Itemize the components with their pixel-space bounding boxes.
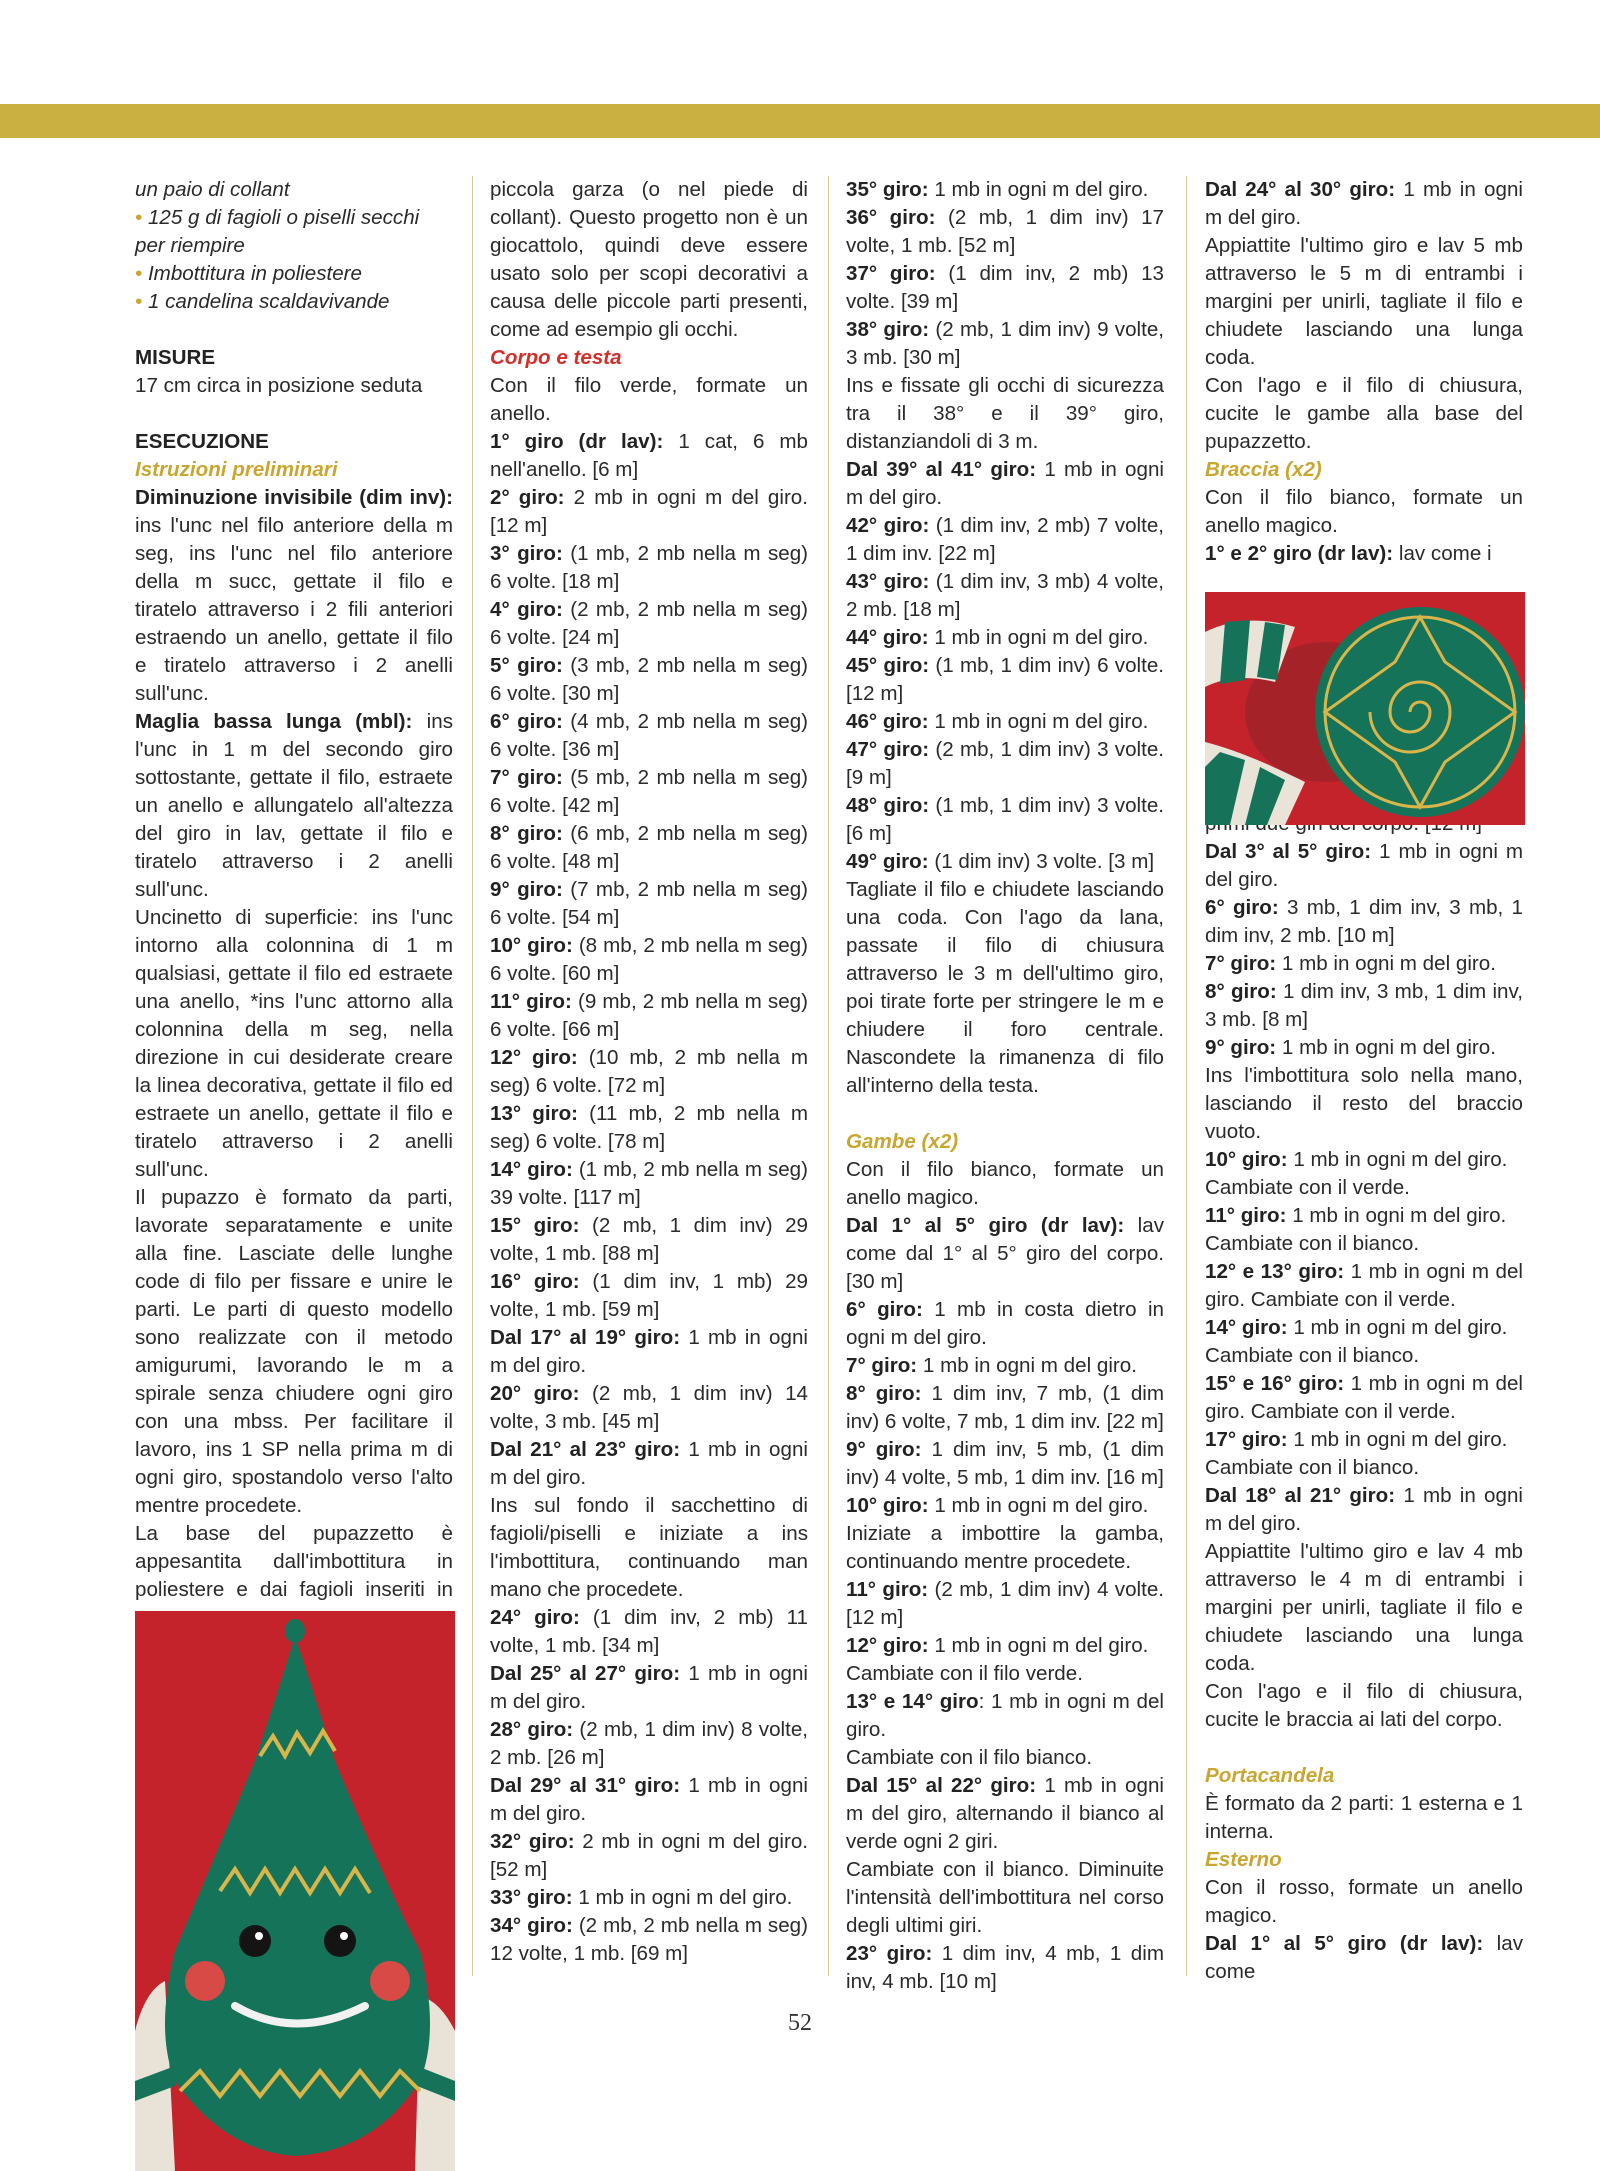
instruction-row	[846, 1380, 1164, 1436]
row-text: (2 mb, 1 dim inv) 9 volte, 3 mb. [30 m]	[846, 318, 1164, 369]
paragraph: Cambiate con il bianco.	[1205, 1344, 1420, 1367]
row-text: 1 mb in ogni m del giro.	[928, 1494, 1149, 1517]
row-text: 1 mb in ogni m del giro.	[490, 1326, 808, 1377]
instruction-row	[490, 988, 808, 1044]
row-label: 9° giro:	[490, 878, 563, 901]
row-label: 47° giro:	[846, 738, 930, 761]
row-text: 1 mb in ogni m del giro.	[917, 1354, 1137, 1377]
instruction-row	[490, 540, 808, 596]
row-text: ins l'unc nel filo anteriore della m seg, ins l'unc nel filo anteriore della m succ, gettate il filo e tiratelo attraverso i 2 fili anteriori estraendo un anello, gettate il filo e tiratelo attraverso i 2 anelli sull'unc.	[135, 514, 453, 705]
material-list-item	[135, 204, 453, 260]
row-label: Dal 3° al 5° giro:	[1205, 840, 1372, 863]
row-label: 12° giro:	[846, 1634, 929, 1657]
row-label: Dal 1° al 5° giro (dr lav):	[846, 1214, 1125, 1237]
row-label: 37° giro:	[846, 262, 936, 285]
paragraph: Con l'ago e il filo di chiusura, cucite le gambe alla base del pupazzetto.	[1205, 374, 1523, 453]
row-text: (2 mb, 2 mb nella m seg) 6 volte. [24 m]	[490, 598, 808, 649]
column-3	[846, 176, 1164, 1996]
instruction-row	[1205, 1202, 1523, 1230]
candle-holder-photo	[1205, 592, 1525, 825]
row-label: 9° giro:	[846, 1438, 922, 1461]
column-divider	[472, 176, 473, 1976]
material-text: 125 g di fagioli o piselli secchi per riempire	[135, 206, 420, 257]
instruction-row	[490, 1716, 808, 1772]
bullet-icon: •	[135, 206, 148, 229]
material-text: Imbottitura in poliestere	[147, 262, 362, 285]
row-text: 1 dim inv, 4 mb, 1 dim inv, 4 mb. [10 m]	[846, 1942, 1164, 1993]
row-label: 44° giro:	[846, 626, 929, 649]
column-1	[135, 176, 453, 1632]
instruction-row	[490, 1884, 808, 1912]
column-4-bottom	[1205, 810, 1523, 1986]
page-number: 52	[788, 2010, 812, 2036]
row-label: 33° giro:	[490, 1886, 573, 1909]
subsection-heading: Portacandela	[1205, 1764, 1335, 1787]
row-label: 3° giro:	[490, 542, 563, 565]
row-label: 28° giro:	[490, 1718, 574, 1741]
instruction-row	[490, 1100, 808, 1156]
row-text: (4 mb, 2 mb nella m seg) 6 volte. [36 m]	[490, 710, 808, 761]
row-text: 1 dim inv, 5 mb, (1 dim inv) 4 volte, 5 mb, 1 dim inv. [16 m]	[846, 1438, 1165, 1489]
row-label: Dal 15° al 22° giro:	[846, 1774, 1037, 1797]
row-label: 8° giro:	[490, 822, 563, 845]
row-label: Dal 18° al 21° giro:	[1205, 1484, 1396, 1507]
instruction-row	[490, 1268, 808, 1324]
instruction-row	[846, 456, 1164, 512]
instruction-row	[490, 1156, 808, 1212]
row-text: 1 mb in ogni m del giro.	[1287, 1428, 1508, 1451]
row-text: (2 mb, 1 dim inv) 14 volte, 3 mb. [45 m]	[490, 1382, 808, 1433]
row-label: 34° giro:	[490, 1914, 573, 1937]
row-text: lav come dal 1° al 5° giro del corpo. [30 m]	[846, 1214, 1164, 1293]
instruction-row	[490, 652, 808, 708]
row-label: 11° giro:	[490, 990, 572, 1013]
paragraph: Con il filo bianco, formate un anello magico.	[1205, 486, 1523, 537]
spacer	[135, 400, 453, 428]
row-text: 1 mb in ogni m del giro. Cambiate con il verde.	[1205, 1372, 1523, 1423]
instruction-row	[846, 792, 1164, 848]
instruction-row	[1205, 1930, 1523, 1986]
instruction-row	[846, 1212, 1164, 1296]
instruction-row	[1205, 1034, 1523, 1062]
row-label: 10° giro:	[846, 1494, 929, 1517]
instruction-row	[846, 1632, 1164, 1660]
row-text: (7 mb, 2 mb nella m seg) 6 volte. [54 m]	[490, 878, 808, 929]
row-label: 10° giro:	[1205, 1148, 1288, 1171]
subsection-heading: Gambe (x2)	[846, 1130, 959, 1153]
instruction-row	[1205, 950, 1523, 978]
instruction-row	[490, 596, 808, 652]
instruction-row	[846, 1436, 1164, 1492]
column-4	[1205, 176, 1523, 1986]
row-text: : 1 mb in ogni m del giro.	[846, 1690, 1164, 1741]
instruction-row	[490, 932, 808, 988]
row-label: 35° giro:	[846, 178, 929, 201]
spacer	[846, 1100, 1164, 1128]
instruction-row	[490, 1912, 808, 1968]
row-label: 10° giro:	[490, 934, 573, 957]
row-label: 36° giro:	[846, 206, 936, 229]
row-label: 16° giro:	[490, 1270, 580, 1293]
paragraph: Appiattite l'ultimo giro e lav 5 mb attraverso le 5 m di entrambi i margini per unirli, tagliate il filo e chiudete lasciando una lunga coda.	[1205, 234, 1523, 369]
row-label: 17° giro:	[1205, 1428, 1288, 1451]
row-text: 1 mb in ogni m del giro.	[572, 1886, 793, 1909]
section-heading: ESECUZIONE	[135, 430, 269, 453]
row-text: 1 mb in ogni m del giro.	[1276, 952, 1496, 975]
row-text: (1 dim inv, 2 mb) 13 volte. [39 m]	[846, 262, 1164, 313]
row-label: 15° giro:	[490, 1214, 580, 1237]
row-label: 13° e 14° giro	[846, 1690, 979, 1713]
row-label: 23° giro:	[846, 1942, 933, 1965]
row-text: 1 mb in costa dietro in ogni m del giro.	[846, 1298, 1164, 1349]
row-text: (1 dim inv, 2 mb) 7 volte, 1 dim inv. [22 m]	[846, 514, 1164, 565]
instruction-row	[490, 428, 808, 484]
paragraph: Il pupazzo è formato da parti, lavorate separatamente e unite alla fine. Lasciate delle lunghe code di filo per fissare e unire le parti. Le parti di questo modello sono realizzate con il metodo amigurumi, lavorando le m a spirale senza chiudere ogni giro con una mbss. Per facilitare il lavoro, ins 1 SP nella prima m di ogni giro, spostandolo verso l'alto mentre procedete.	[135, 1186, 453, 1517]
row-label: 8° giro:	[846, 1382, 922, 1405]
paragraph: Cambiate con il filo bianco.	[846, 1746, 1093, 1769]
spacer	[135, 316, 453, 344]
row-label: 13° giro:	[490, 1102, 579, 1125]
paragraph: Cambiate con il bianco.	[1205, 1232, 1420, 1255]
material-text: 1 candelina scaldavivande	[147, 290, 390, 313]
row-label: Dal 21° al 23° giro:	[490, 1438, 681, 1461]
instruction-row	[846, 512, 1164, 568]
row-text: (6 mb, 2 mb nella m seg) 6 volte. [48 m]	[490, 822, 808, 873]
subsection-heading: Esterno	[1205, 1848, 1282, 1871]
row-label: 24° giro:	[490, 1606, 580, 1629]
row-text: 2 mb in ogni m del giro. [52 m]	[490, 1830, 808, 1881]
paragraph: Cambiate con il verde.	[1205, 1176, 1410, 1199]
row-text: 1 mb in ogni m del giro.	[490, 1662, 808, 1713]
material-list-item	[135, 288, 453, 316]
instruction-row	[490, 1044, 808, 1100]
instruction-row	[1205, 1258, 1523, 1314]
subsection-heading: Braccia (x2)	[1205, 458, 1322, 481]
paragraph: piccola garza (o nel piede di collant). Questo progetto non è un giocattolo, quindi deve essere usato solo per scopi decorativi a causa delle piccole parti presenti, come ad esempio gli occhi.	[490, 178, 808, 341]
row-text: 1 mb in ogni m del giro.	[1276, 1036, 1496, 1059]
row-label: 6° giro:	[1205, 896, 1279, 919]
paragraph: Tagliate il filo e chiudete lasciando una coda. Con l'ago da lana, passate il filo di chiusura attraverso le 3 m dell'ultimo giro, poi tirate forte per stringere le m e chiudere il foro centrale. Nascondete la rimanenza di filo all'interno della testa.	[846, 878, 1164, 1097]
row-label: 15° e 16° giro:	[1205, 1372, 1345, 1395]
row-label: 43° giro:	[846, 570, 930, 593]
row-text: (2 mb, 1 dim inv) 17 volte, 1 mb. [52 m]	[846, 206, 1164, 257]
row-text: 1 mb in ogni m del giro.	[490, 1438, 808, 1489]
row-label: 38° giro:	[846, 318, 930, 341]
row-text: 1 mb in ogni m del giro.	[928, 710, 1149, 733]
row-text: (8 mb, 2 mb nella m seg) 6 volte. [60 m]	[490, 934, 808, 985]
row-label: 11° giro:	[846, 1578, 929, 1601]
row-label: 7° giro:	[1205, 952, 1277, 975]
bullet-icon: •	[135, 290, 148, 313]
row-text: (1 mb, 2 mb nella m seg) 39 volte. [117 m]	[490, 1158, 808, 1209]
row-label: 5° giro:	[490, 654, 563, 677]
row-text: (2 mb, 1 dim inv) 4 volte. [12 m]	[846, 1578, 1165, 1629]
row-label: Dal 39° al 41° giro:	[846, 458, 1037, 481]
row-text: (2 mb, 2 mb nella m seg) 12 volte, 1 mb. [69 m]	[490, 1914, 808, 1965]
instruction-row	[846, 1940, 1164, 1996]
row-label: 49° giro:	[846, 850, 929, 873]
instruction-row	[490, 1660, 808, 1716]
paragraph: È formato da 2 parti: 1 esterna e 1 interna.	[1205, 1792, 1523, 1843]
row-text: (11 mb, 2 mb nella m seg) 6 volte. [78 m]	[490, 1102, 808, 1153]
instruction-row	[490, 876, 808, 932]
row-label: 32° giro:	[490, 1830, 575, 1853]
instruction-row	[846, 260, 1164, 316]
row-text: 1 dim inv, 3 mb, 1 dim inv, 3 mb. [8 m]	[1205, 980, 1523, 1031]
row-label: Dal 24° al 30° giro:	[1205, 178, 1396, 201]
paragraph: Cambiate con il bianco. Diminuite l'intensità dell'imbottitura nel corso degli ultimi giri.	[846, 1858, 1164, 1937]
instruction-row	[846, 708, 1164, 736]
row-label: 14° giro:	[1205, 1316, 1288, 1339]
paragraph: Uncinetto di superficie: ins l'unc intorno alla colonnina di 1 m qualsiasi, gettate il filo ed estraete una anello, *ins l'unc attorno alla colonnina della m seg, nella direzione in cui desiderate creare la linea decorativa, gettate il filo ed estraete un anello, gettate il filo e tiratelo attraverso i 2 anelli sull'unc.	[135, 906, 453, 1181]
row-text: (2 mb, 1 dim inv) 29 volte, 1 mb. [88 m]	[490, 1214, 808, 1265]
row-text: 2 mb in ogni m del giro. [12 m]	[490, 486, 808, 537]
row-text: 1 mb in ogni m del giro.	[1287, 1316, 1508, 1339]
row-text: lav come i	[1393, 542, 1492, 565]
row-label: Dal 25° al 27° giro:	[490, 1662, 681, 1685]
row-label: 4° giro:	[490, 598, 563, 621]
row-text: 1 mb in ogni m del giro.	[928, 1634, 1149, 1657]
instruction-row	[846, 624, 1164, 652]
instruction-row	[490, 708, 808, 764]
row-text: (2 mb, 1 dim inv) 3 volte. [9 m]	[846, 738, 1164, 789]
row-text: 1 mb in ogni m del giro.	[928, 626, 1149, 649]
header-band	[0, 104, 1600, 138]
row-label: 11° giro:	[1205, 1204, 1287, 1227]
row-label: 20° giro:	[490, 1382, 580, 1405]
paragraph: Con il filo verde, formate un anello.	[490, 374, 808, 425]
instruction-row	[1205, 1370, 1523, 1426]
row-text: 1 mb in ogni m del giro.	[1205, 1484, 1523, 1535]
row-text: 1 mb in ogni m del giro.	[1205, 840, 1523, 891]
row-label: Diminuzione invisibile (dim inv):	[135, 486, 453, 509]
row-text: (2 mb, 1 dim inv) 8 volte, 2 mb. [26 m]	[490, 1718, 808, 1769]
tree-amigurumi-photo	[135, 1611, 455, 2171]
instruction-row	[846, 1352, 1164, 1380]
row-text: 1 mb in ogni m del giro.	[490, 1774, 808, 1825]
instruction-row	[1205, 894, 1523, 950]
row-text: 1 mb in ogni m del giro.	[928, 178, 1149, 201]
row-label: 12° giro:	[490, 1046, 578, 1069]
instruction-row	[846, 204, 1164, 260]
subsection-heading: Istruzioni preliminari	[135, 458, 338, 481]
instruction-row	[135, 484, 453, 708]
row-label: Dal 17° al 19° giro:	[490, 1326, 681, 1349]
instruction-row	[846, 568, 1164, 624]
instruction-row	[846, 176, 1164, 204]
row-text: 1 dim inv, 7 mb, (1 dim inv) 6 volte, 7 mb, 1 dim inv. [22 m]	[846, 1382, 1165, 1433]
instruction-row	[490, 1212, 808, 1268]
row-text: (1 dim inv, 1 mb) 29 volte, 1 mb. [59 m]	[490, 1270, 808, 1321]
paragraph: Ins e fissate gli occhi di sicurezza tra il 38° e il 39° giro, distanziandoli di 3 m.	[846, 374, 1164, 453]
instruction-row	[846, 1492, 1164, 1520]
row-label: 6° giro:	[846, 1298, 923, 1321]
instruction-row	[1205, 1426, 1523, 1454]
row-text: (1 mb, 1 dim inv) 3 volte. [6 m]	[846, 794, 1164, 845]
instruction-row	[1205, 540, 1523, 568]
row-text: ins l'unc in 1 m del secondo giro sottostante, gettate il filo, estraete un anello e allungatelo all'altezza del giro in lav, gettate il filo e tiratelo attraverso i 2 anelli sull'unc.	[135, 710, 453, 901]
instruction-row	[846, 1296, 1164, 1352]
instruction-row	[846, 1688, 1164, 1744]
row-label: 6° giro:	[490, 710, 563, 733]
row-label: 48° giro:	[846, 794, 930, 817]
spacer	[1205, 1734, 1523, 1762]
paragraph: Ins l'imbottitura solo nella mano, lasciando il resto del braccio vuoto.	[1205, 1064, 1523, 1143]
paragraph: Con il rosso, formate un anello magico.	[1205, 1876, 1523, 1927]
instruction-row	[1205, 176, 1523, 232]
instruction-row	[846, 316, 1164, 372]
material-list-item	[135, 260, 453, 288]
column-2	[490, 176, 808, 1968]
instruction-row	[1205, 1482, 1523, 1538]
instruction-row	[490, 1324, 808, 1380]
instruction-row	[1205, 978, 1523, 1034]
paragraph: Con il filo bianco, formate un anello magico.	[846, 1158, 1164, 1209]
instruction-row	[846, 736, 1164, 792]
instruction-row	[490, 1380, 808, 1436]
instruction-row	[490, 1828, 808, 1884]
row-text: 1 cat, 6 mb nell'anello. [6 m]	[490, 430, 808, 481]
instruction-row	[490, 484, 808, 540]
instruction-row	[490, 1604, 808, 1660]
row-text: (1 dim inv) 3 volte. [3 m]	[928, 850, 1155, 873]
instruction-row	[490, 1436, 808, 1492]
instruction-row	[490, 764, 808, 820]
column-4-top	[1205, 176, 1523, 568]
instruction-row	[1205, 1314, 1523, 1342]
instruction-row	[846, 652, 1164, 708]
row-text: (9 mb, 2 mb nella m seg) 6 volte. [66 m]	[490, 990, 808, 1041]
paragraph: Cambiate con il bianco.	[1205, 1456, 1420, 1479]
column-divider	[1186, 176, 1187, 1976]
instruction-row	[846, 1576, 1164, 1632]
row-label: 1° e 2° giro (dr lav):	[1205, 542, 1394, 565]
row-text: 1 mb in ogni m del giro.	[846, 458, 1164, 509]
paragraph: Con l'ago e il filo di chiusura, cucite le braccia ai lati del corpo.	[1205, 1680, 1523, 1731]
row-label: 1° giro (dr lav):	[490, 430, 664, 453]
row-text: (1 mb, 2 mb nella m seg) 6 volte. [18 m]	[490, 542, 808, 593]
paragraph: 17 cm circa in posizione seduta	[135, 374, 423, 397]
row-label: Dal 1° al 5° giro (dr lav):	[1205, 1932, 1484, 1955]
row-label: 9° giro:	[1205, 1036, 1277, 1059]
row-text: (1 mb, 1 dim inv) 6 volte. [12 m]	[846, 654, 1164, 705]
row-label: 8° giro:	[1205, 980, 1277, 1003]
paragraph: Appiattite l'ultimo giro e lav 4 mb attraverso le 4 m di entrambi i margini per unirli, tagliate il filo e chiudete lasciando una lunga coda.	[1205, 1540, 1523, 1675]
paragraph: Cambiate con il filo verde.	[846, 1662, 1083, 1685]
row-text: (1 dim inv, 3 mb) 4 volte, 2 mb. [18 m]	[846, 570, 1164, 621]
instruction-row	[846, 848, 1164, 876]
instruction-row	[846, 1772, 1164, 1856]
row-label: Maglia bassa lunga (mbl):	[135, 710, 413, 733]
material-list-item: un paio di collant	[135, 178, 290, 201]
row-text: (3 mb, 2 mb nella m seg) 6 volte. [30 m]	[490, 654, 808, 705]
paragraph: La base del pupazzetto è appesantita dall'imbottitura in poliestere e dai fagioli inseriti in	[135, 1522, 453, 1601]
row-text: 1 mb in ogni m del giro.	[1287, 1148, 1508, 1171]
instruction-row	[135, 708, 453, 904]
row-text: lav come	[1205, 1932, 1523, 1983]
row-text: 1 mb in ogni m del giro, alternando il bianco al verde ogni 2 giri.	[846, 1774, 1164, 1853]
row-text: 1 mb in ogni m del giro. Cambiate con il verde.	[1205, 1260, 1523, 1311]
row-label: 12° e 13° giro:	[1205, 1260, 1345, 1283]
row-text: 1 mb in ogni m del giro.	[1286, 1204, 1507, 1227]
row-label: 7° giro:	[490, 766, 563, 789]
paragraph: Ins sul fondo il sacchettino di fagioli/piselli e iniziate a ins l'imbottitura, continuando man mano che procedete.	[490, 1494, 808, 1601]
instruction-row	[490, 820, 808, 876]
row-label: Dal 29° al 31° giro:	[490, 1774, 681, 1797]
row-text: (10 mb, 2 mb nella m seg) 6 volte. [72 m]	[490, 1046, 808, 1097]
bullet-icon: •	[135, 262, 148, 285]
row-text: 3 mb, 1 dim inv, 3 mb, 1 dim inv, 2 mb. [10 m]	[1205, 896, 1523, 947]
row-text: (5 mb, 2 mb nella m seg) 6 volte. [42 m]	[490, 766, 808, 817]
column-divider	[828, 176, 829, 1976]
row-label: 7° giro:	[846, 1354, 918, 1377]
row-label: 14° giro:	[490, 1158, 573, 1181]
part-heading: Corpo e testa	[490, 346, 622, 369]
instruction-row	[490, 1772, 808, 1828]
row-text: 1 mb in ogni m del giro.	[1205, 178, 1523, 229]
row-text: (1 dim inv, 2 mb) 11 volte, 1 mb. [34 m]	[490, 1606, 809, 1657]
row-label: 46° giro:	[846, 710, 929, 733]
instruction-row	[1205, 1146, 1523, 1174]
row-label: 45° giro:	[846, 654, 930, 677]
instruction-row	[1205, 838, 1523, 894]
row-label: 2° giro:	[490, 486, 565, 509]
row-label: 42° giro:	[846, 514, 930, 537]
paragraph: Iniziate a imbottire la gamba, continuando mentre procedete.	[846, 1522, 1164, 1573]
section-heading: MISURE	[135, 346, 216, 369]
